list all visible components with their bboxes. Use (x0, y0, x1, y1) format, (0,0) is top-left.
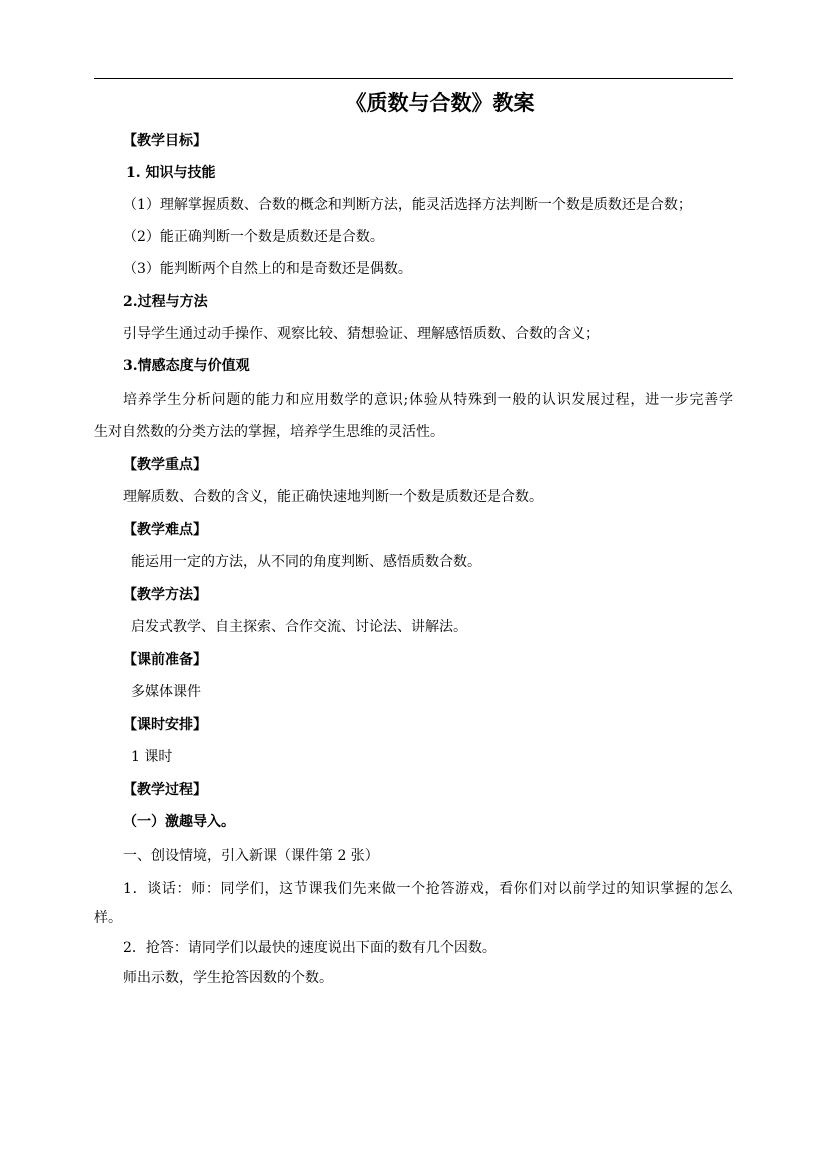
teacher-text: 师出示数，学生抢答因数的个数。 (123, 970, 333, 986)
talk-line-2: 样。 (94, 910, 122, 926)
key-points-text: 理解质数、合数的含义，能正确快速地判断一个数是质数还是合数。 (123, 489, 543, 505)
difficulties-heading: 【教学难点】 (123, 522, 207, 538)
attitude-line-2: 生对自然数的分类方法的掌握，培养学生思维的灵活性。 (94, 424, 444, 440)
process-text: 引导学生通过动手操作、观察比较、猜想验证、理解感悟质数、合数的含义； (123, 326, 599, 342)
difficulties-text: 能运用一定的方法，从不同的角度判断、感悟质数合数。 (131, 554, 481, 570)
preparation-text: 多媒体课件 (131, 684, 201, 700)
attitude-line-1: 培养学生分析问题的能力和应用数学的意识;体验从特殊到一般的认识发展过程，进一步完善学 (123, 392, 733, 408)
methods-text: 启发式教学、自主探索、合作交流、讨论法、讲解法。 (131, 619, 467, 635)
intro-text: 一、创设情境，引入新课（课件第 2 张） (123, 848, 379, 864)
teaching-process-heading: 【教学过程】 (123, 782, 207, 798)
part1-heading: （一）激趣导入。 (123, 814, 235, 830)
knowledge-heading: 1. 知识与技能 (126, 165, 216, 181)
schedule-heading: 【课时安排】 (123, 717, 207, 733)
knowledge-item-3: （3）能判断两个自然上的和是奇数还是偶数。 (123, 261, 412, 277)
objectives-heading: 【教学目标】 (123, 133, 207, 149)
knowledge-item-1: （1）理解掌握质数、合数的概念和判断方法，能灵活选择方法判断一个数是质数还是合数； (123, 197, 692, 213)
document-title: 《质数与合数》教案 (345, 90, 535, 115)
preparation-heading: 【课前准备】 (123, 652, 207, 668)
schedule-text: 1 课时 (131, 749, 173, 765)
header-rule (94, 78, 733, 79)
key-points-heading: 【教学重点】 (123, 457, 207, 473)
knowledge-item-2: （2）能正确判断一个数是质数还是合数。 (123, 229, 384, 245)
process-heading: 2.过程与方法 (123, 294, 208, 310)
attitude-heading: 3.情感态度与价值观 (123, 358, 250, 374)
talk-line-1: 1．谈话：师：同学们，这节课我们先来做一个抢答游戏，看你们对以前学过的知识掌握的怎么 (123, 881, 733, 897)
quiz-text: 2．抢答：请同学们以最快的速度说出下面的数有几个因数。 (123, 940, 496, 956)
methods-heading: 【教学方法】 (123, 587, 207, 603)
